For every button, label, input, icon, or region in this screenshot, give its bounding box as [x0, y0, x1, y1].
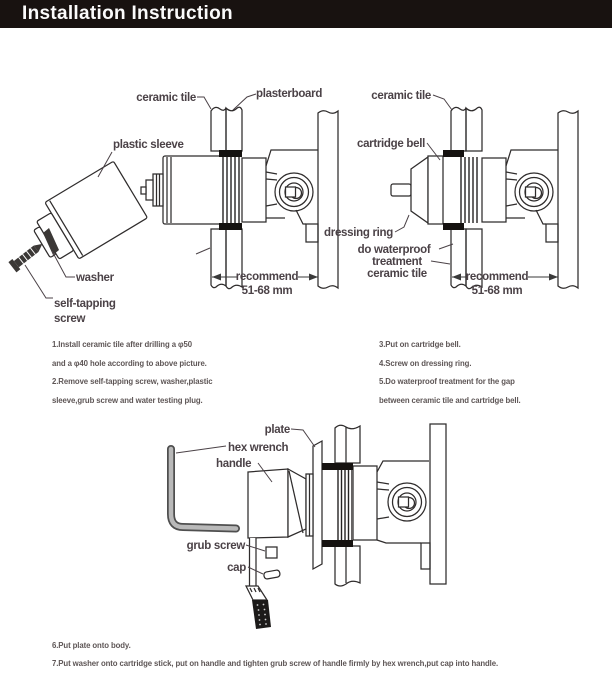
valve-body-drawing: [141, 150, 266, 230]
label-handle: handle: [216, 458, 252, 470]
label-grub-screw: grub screw: [186, 540, 245, 552]
cartridge-bell-drawing: [391, 156, 443, 224]
instruction-line: 5.Do waterproof treatment for the gap: [379, 377, 515, 386]
diagram-top-left: [8, 88, 338, 325]
pipe-fitting-drawing: [266, 150, 318, 242]
valve-body-drawing: [443, 150, 506, 230]
label-range: 51-68 mm: [471, 285, 523, 297]
label-plastic-sleeve: plastic sleeve: [113, 139, 184, 151]
back-wall-drawing: [430, 424, 446, 584]
knurled-grip-drawing: [252, 600, 271, 629]
pipe-fitting-drawing: [506, 150, 558, 242]
valve-body-drawing: [322, 463, 377, 547]
label-dressing-ring: dressing ring: [324, 227, 393, 239]
instructions-left: [52, 340, 213, 405]
instruction-line: sleeve,grub screw and water testing plug.: [52, 396, 203, 405]
label-waterproof-2: treatment: [372, 256, 422, 268]
instruction-line: 7.Put washer onto cartridge stick, put on handle and tighten grub screw of handle firmly by hex wrench,put cap into handle.: [52, 659, 499, 668]
label-ceramic-tile: ceramic tile: [136, 92, 196, 104]
label-range: 51-68 mm: [241, 285, 293, 297]
instruction-line: 1.Install ceramic tile after drilling a φ50: [52, 340, 192, 349]
cap-drawing: [263, 570, 280, 580]
diagram-bottom: [171, 424, 446, 629]
label-waterproof-3: ceramic tile: [367, 268, 427, 280]
header-bar: [0, 0, 612, 28]
instruction-line: 6.Put plate onto body.: [52, 641, 131, 650]
instruction-line: 2.Remove self-tapping screw, washer,plastic: [52, 377, 213, 386]
label-recommend: recommend: [465, 271, 529, 283]
back-wall-drawing: [318, 111, 338, 289]
self-tapping-screw-drawing: [8, 239, 46, 273]
label-plasterboard: plasterboard: [256, 88, 323, 100]
plate-drawing: [313, 441, 322, 569]
handle-drawing: [246, 469, 313, 600]
label-hex-wrench: hex wrench: [228, 442, 289, 454]
label-waterproof-1: do waterproof: [357, 244, 431, 256]
label-cap: cap: [227, 562, 246, 574]
plastic-sleeve-drawing: [24, 161, 147, 271]
label-plate: plate: [264, 424, 290, 436]
pipe-fitting-drawing: [377, 461, 430, 569]
page-title: Installation Instruction: [22, 3, 233, 24]
instructions-right: [379, 340, 521, 405]
instructions-footer: [52, 641, 498, 668]
label-self-tapping-screw-2: screw: [54, 313, 86, 325]
diagram-top-right: [324, 90, 578, 297]
label-ceramic-tile: ceramic tile: [371, 90, 431, 102]
back-wall-drawing: [558, 111, 578, 289]
instruction-line: between ceramic tile and cartridge bell.: [379, 396, 521, 405]
label-recommend: recommend: [235, 271, 299, 283]
label-self-tapping-screw-1: self-tapping: [54, 298, 116, 310]
instruction-line: 3.Put on cartridge bell.: [379, 340, 461, 349]
diagram-canvas: [0, 28, 612, 700]
instruction-line: 4.Screw on dressing ring.: [379, 359, 472, 368]
label-cartridge-bell: cartridge bell: [356, 138, 425, 150]
grub-screw-drawing: [266, 547, 277, 558]
label-washer: washer: [76, 272, 114, 284]
instruction-line: and a φ40 hole according to above picture.: [52, 359, 207, 368]
